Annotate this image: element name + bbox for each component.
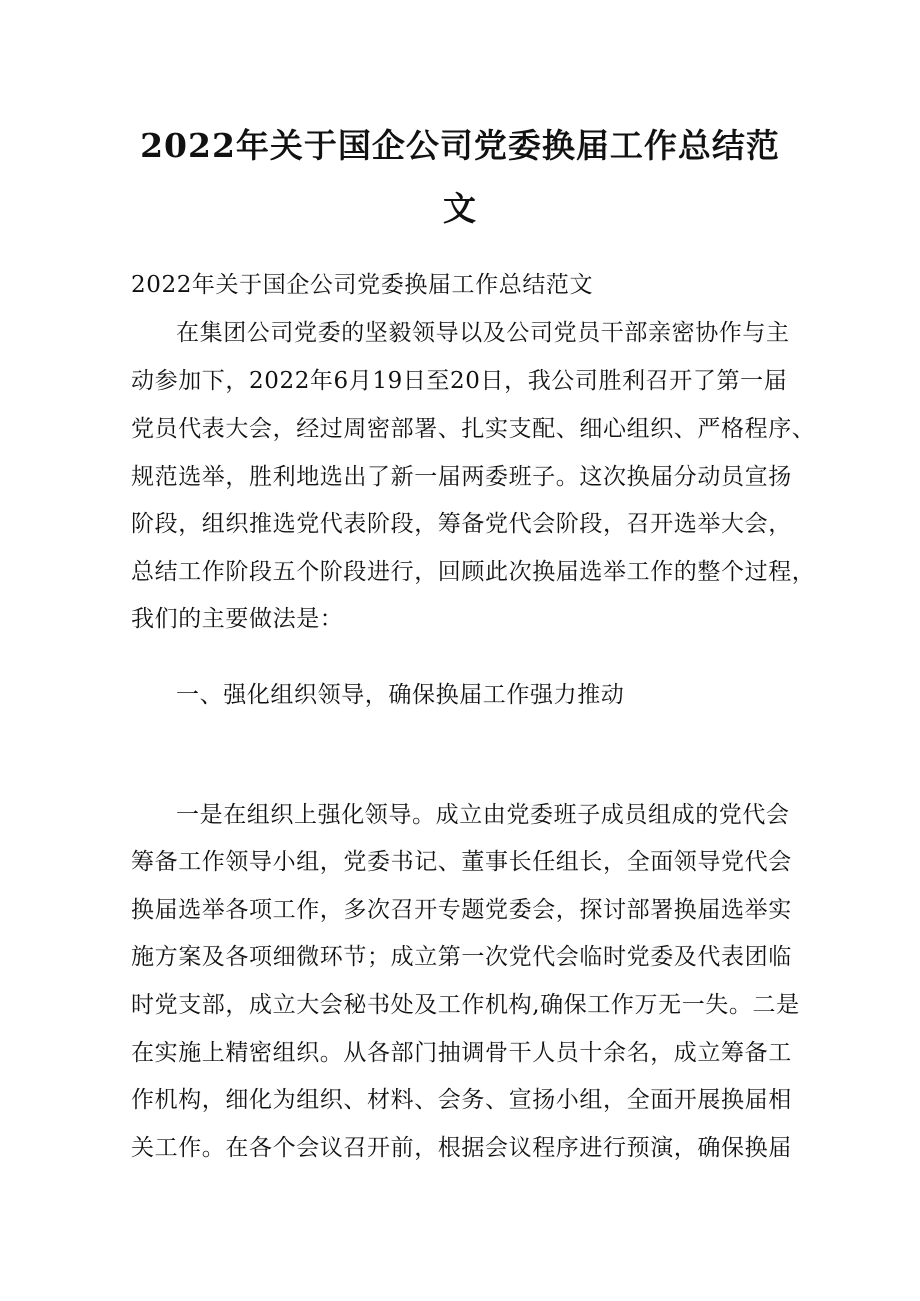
body-line: 换届选举各项工作，多次召开专题党委会，探讨部署换届选举实: [131, 897, 792, 923]
intro-line: 党员代表大会，经过周密部署、扎实支配、细心组织、严格程序、: [131, 416, 816, 442]
body-line: 筹备工作领导小组，党委书记、董事长任组长，全面领导党代会: [131, 849, 792, 875]
intro-line: 总结工作阶段五个阶段进行，回顾此次换届选举工作的整个过程，: [131, 559, 816, 585]
intro-line: 我们的主要做法是：: [131, 606, 344, 632]
document-title-line-2: 文: [443, 189, 477, 228]
intro-line: 在集团公司党委的坚毅领导以及公司党员干部亲密协作与主: [176, 320, 790, 346]
body-line: 施方案及各项细微环节；成立第一次党代会临时党委及代表团临: [131, 944, 792, 970]
document-subtitle: 2022年关于国企公司党委换届工作总结范文: [131, 272, 594, 298]
body-line: 在实施上精密组织。从各部门抽调骨干人员十余名，成立筹备工: [131, 1040, 792, 1066]
intro-line: 规范选举，胜利地选出了新一届两委班子。这次换届分动员宣扬: [131, 464, 792, 490]
intro-line: 动参加下，2022年6月19日至20日，我公司胜利召开了第一届: [131, 368, 788, 394]
body-line: 时党支部，成立大会秘书处及工作机构,确保工作万无一失。二是: [131, 992, 800, 1018]
intro-line: 阶段，组织推选党代表阶段，筹备党代会阶段，召开选举大会，: [131, 511, 792, 537]
document-title-line-1: 2022年关于国企公司党委换届工作总结范: [140, 126, 780, 165]
body-line: 作机构，细化为组织、材料、会务、宣扬小组，全面开展换届相: [131, 1087, 792, 1113]
body-line: 关工作。在各个会议召开前，根据会议程序进行预演，确保换届: [131, 1135, 792, 1161]
body-line: 一是在组织上强化领导。成立由党委班子成员组成的党代会: [176, 802, 790, 828]
section-heading: 一、强化组织领导，确保换届工作强力推动: [176, 682, 625, 708]
